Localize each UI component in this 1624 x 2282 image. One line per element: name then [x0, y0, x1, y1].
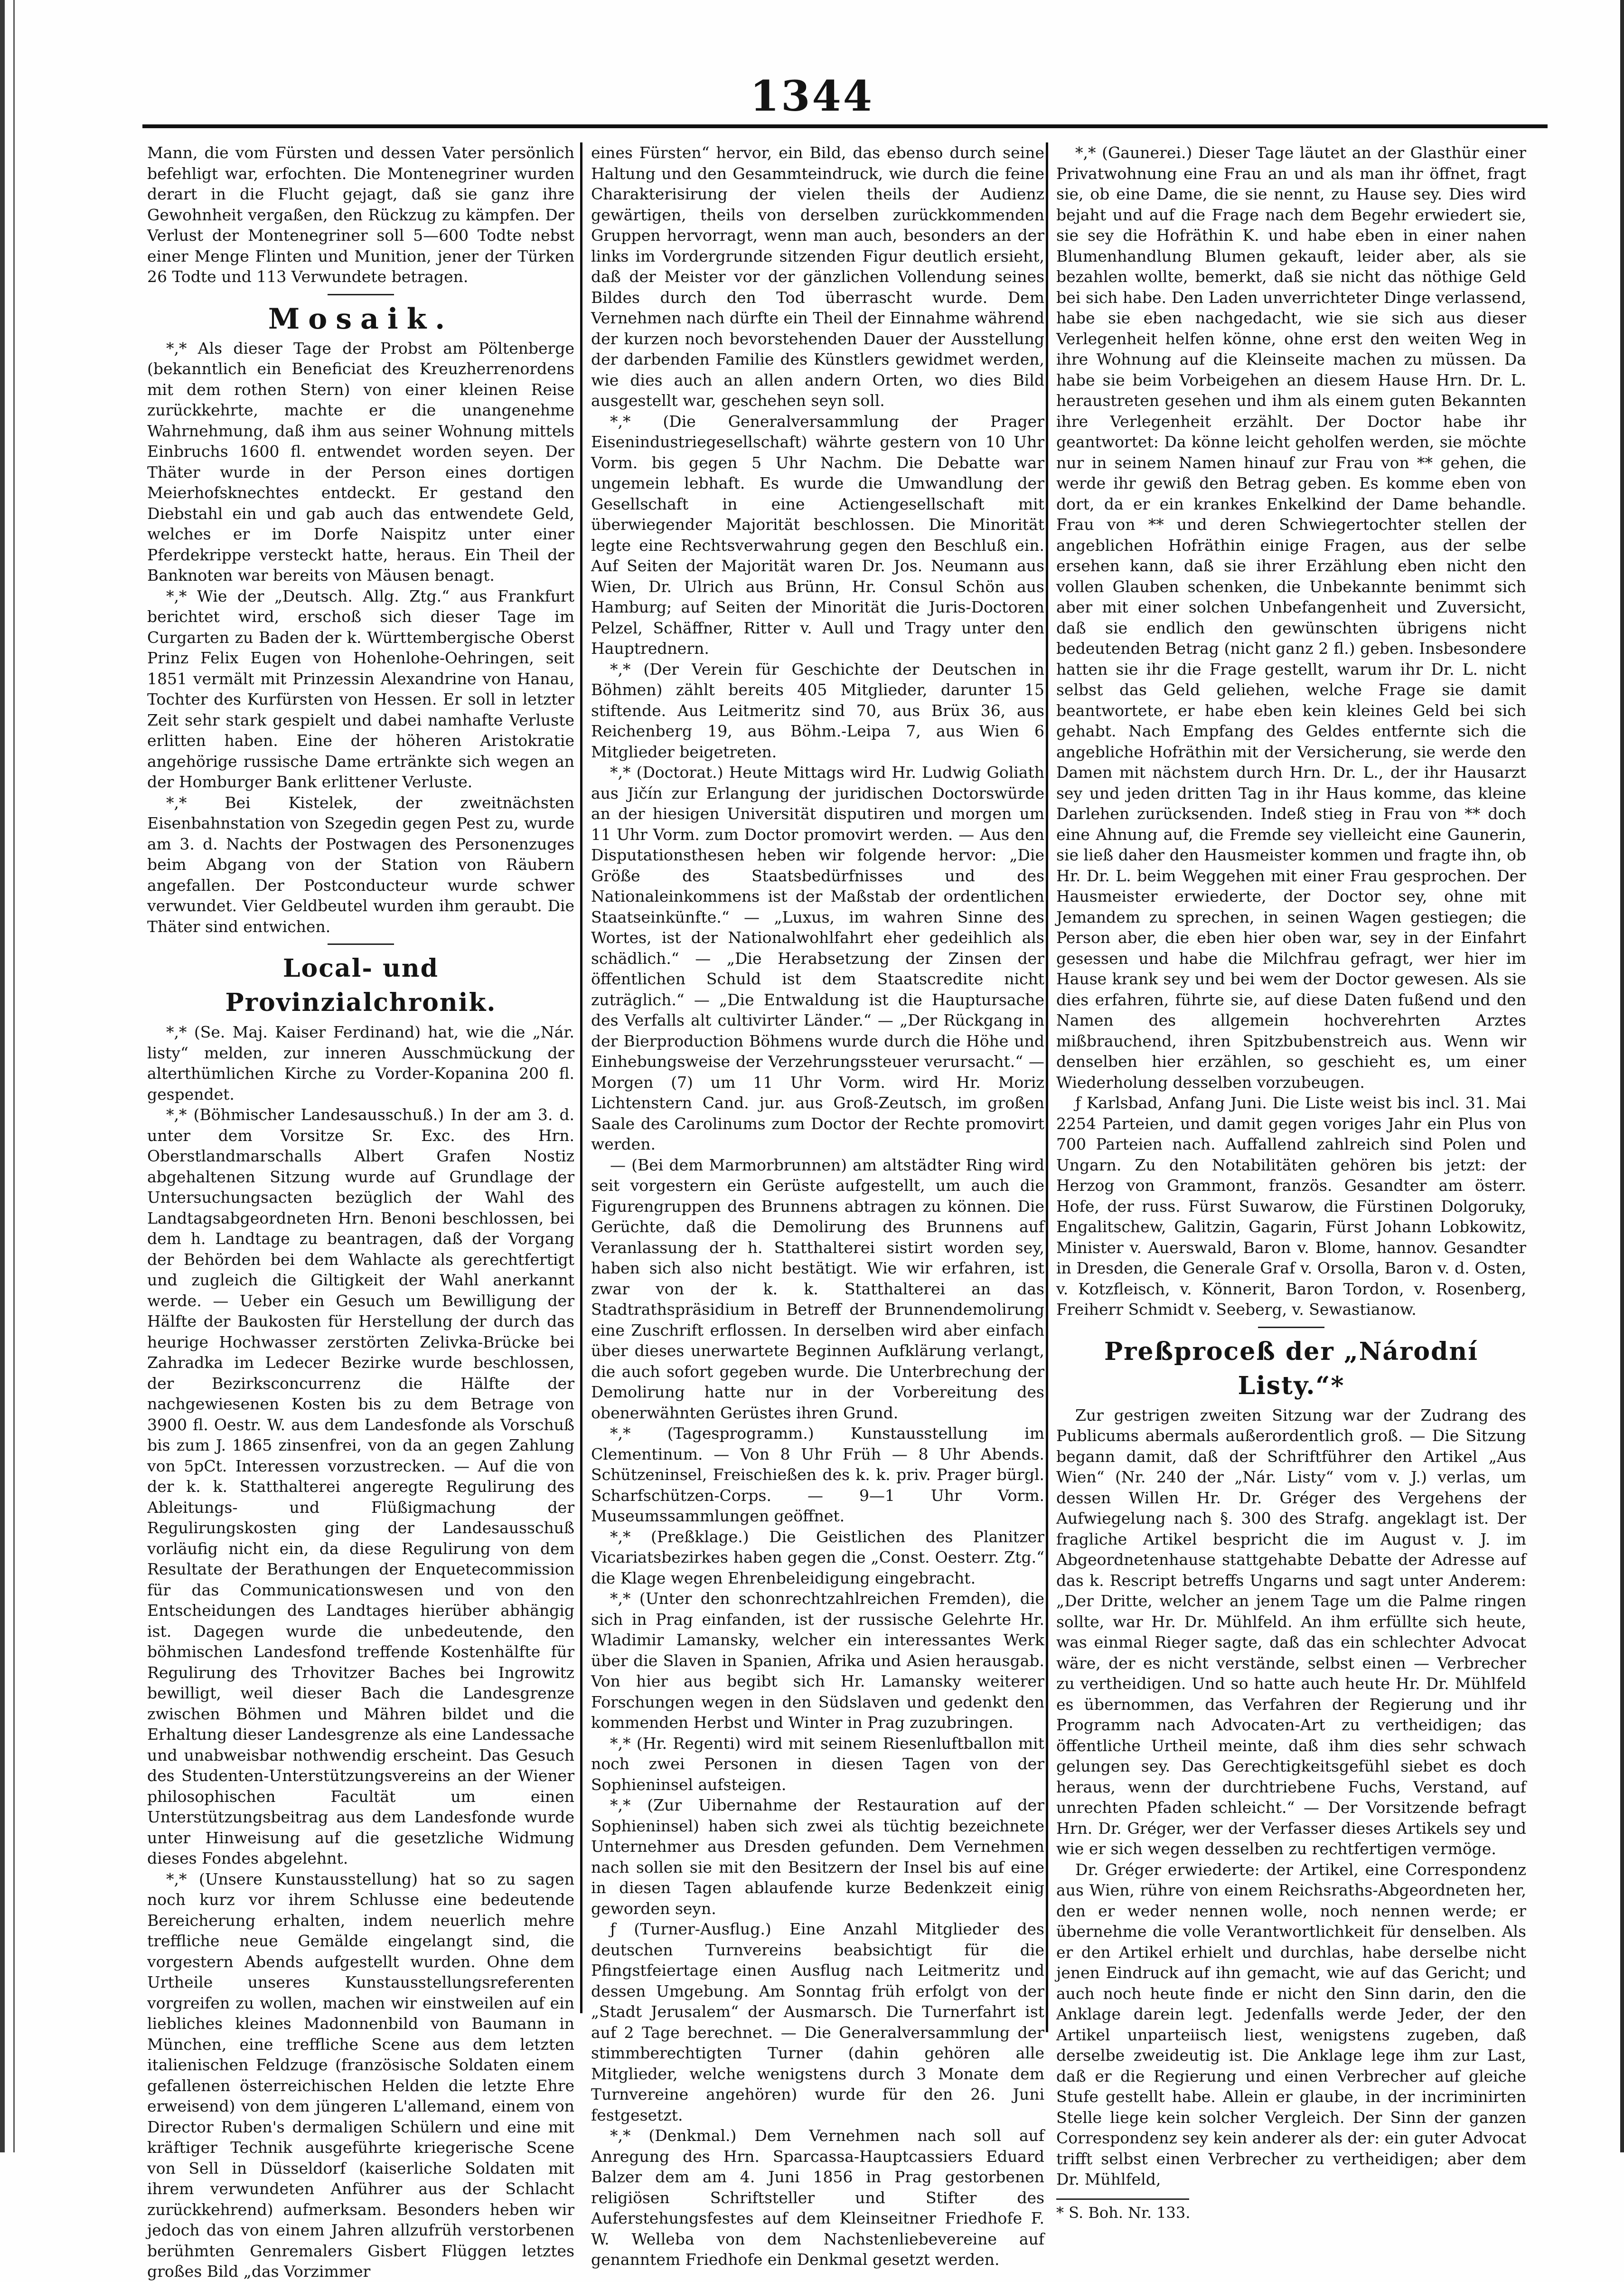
article-paragraph: *,* Wie der „Deutsch. Allg. Ztg.“ aus Frankfurt berichtet wird, erschoß sich dieser Tage im Curgarten zu Baden der k. Württembergische Oberst Prinz Felix Eugen von Hohenlohe-Oehringen, seit 1851 vermält mit Prinzessin Alexandrine von Hanau, Tochter des Kurfürsten von Hessen. Er soll in letzter Zeit sehr stark gespielt und dabei namhafte Verluste erlitten haben. Eine der höheren Aristokratie angehörige russische Dame ertränkte sich wegen an der Homburger Bank erlittener Verluste.	[147, 586, 574, 791]
article-paragraph: *,* (Unsere Kunstausstellung) hat so zu sagen noch kurz vor ihrem Schlusse eine bedeutende Bereicherung erhalten, indem neuerlich mehre treffliche neue Gemälde eingelangt sind, die vorgestern Abends aufgestellt wurden. Ohne dem Urtheile unseres Kunstausstellungsreferenten vorgreifen zu wollen, machen wir einstweilen auf ein liebliches kleines Madonnenbild von Baumann in München, eine treffliche Scene aus dem letzten italienischen Feldzuge (französische Soldaten einem gefallenen österreichischen Helden die letzte Ehre erweisend) von dem jüngeren L'allemand, einem von Director Ruben's dermaligen Schülern und eine mit kräftiger Technik ausgeführte kriegerische Scene von Sell in Düsseldorf (kaiserliche Soldaten mit ihrem verwundeten Anführer aus der Schlacht zurückkehrend) aufmerksam. Besonders heben wir jedoch das von einem Jahren allzufrüh verstorbenen berühmten Genremalers Gisbert Flüggen letztes großes Bild „das Vorzimmer	[147, 1869, 574, 2281]
column-1	[147, 142, 574, 2281]
section-divider	[1258, 1327, 1324, 1328]
article-paragraph: ƒ Karlsbad, Anfang Juni. Die Liste weist bis incl. 31. Mai 2254 Parteien, und damit gegen voriges Jahr ein Plus von 700 Parteien nach. Auffallend zahlreich sind Polen und Ungarn. Zu den Notabilitäten gehören bis jetzt: der Herzog von Grammont, französ. Gesandter am österr. Hofe, der russ. Fürst Suwarow, die Fürstinen Dolgoruky, Engalitschew, Galitzin, Gagarin, Fürst Johann Lobkowitz, Minister v. Auerswald, Baron v. Blome, hannov. Gesandter in Dresden, die Generale Graf v. Orsolla, Baron v. d. Osten, v. Kotzfleisch, v. Könnerit, Baron Tordon, v. Rosenberg, Freiherr Schmidt v. Seeberg, v. Sewastianow.	[1056, 1094, 1526, 1319]
article-paragraph: Dr. Gréger erwiederte: der Artikel, eine Correspondenz aus Wien, rühre von einem Reichsraths-Abgeordneten her, den er weder nennen wolle, noch nennen werde; er übernehme die volle Verantwortlichkeit für denselben. Als er den Artikel erhielt und durchlas, habe derselbe nicht jenen Eindruck auf ihn gemacht, wie auf das Gericht; und auch noch heute finde er nicht den Sinn darin, den die Anklage darein legt. Jedenfalls werde Jeder, der den Artikel unparteiisch liest, wenigstens zugeben, daß derselbe zweideutig ist. Die Anklage lege ihm zur Last, daß er die Regierung und einen Verbrecher auf gleiche Stufe gestellt habe. Allein er glaube, in der incriminirten Stelle liege kein solcher Vergleich. Der Sinn der ganzen Correspondenz sey kein anderer als der: ein guter Advocat trifft selbst einen Verbrecher zu vertheidigen; aber dem Dr. Mühlfeld,	[1056, 1860, 1526, 2188]
page-number: 1344	[750, 71, 874, 121]
column-3	[1056, 142, 1526, 2222]
article-paragraph: *,* (Böhmischer Landesausschuß.) In der am 3. d. unter dem Vorsitze Sr. Exc. des Hrn. Oberstlandmarschalls Albert Grafen Nostiz abgehaltenen Sitzung wurde auf Grundlage der Untersuchungsacten bezüglich der Wahl des Landtagsabgeordneten Hrn. Benoni beschlossen, bei dem h. Landtage zu beantragen, daß der Vorgang der Behörden bei dem Wahlacte als gerechtfertigt und zugleich die Giltigkeit der Wahl anerkannt werde. — Ueber ein Gesuch um Bewilligung der Hälfte der Baukosten für Herstellung der durch das heurige Hochwasser zerstörten Zelivka-Brücke bei Zahradka im Ledecer Bezirke wurde beschlossen, der Bezirksconcurrenz die Hälfte der nachgewiesenen Kosten bis zu dem Betrage von 3900 fl. Oestr. W. aus dem Landesfonde als Vorschuß bis zum J. 1865 zinsenfrei, von da an gegen Zahlung von 5pCt. Interessen vorzustrecken. — Auf die von der k. k. Statthalterei angeregte Regulirung des Ableitungs- und Flüßigmachung der Regulirungskosten ging der Landesausschuß vorläufig nicht ein, da diese Regulirung von dem Resultate der Berathungen der Enquetecommission für das Communicationswesen und von den Entscheidungen des Landtages hierüber abhängig ist. Dagegen wurde die unbedeutende, den böhmischen Landesfond treffende Kostenhälfte für Regulirung des Trhovitzer Baches bei Ingrowitz bewilligt, weil dieser Bach die Landesgrenze zwischen Böhmen und Mähren bildet und die Erhaltung dieser Landesgrenze als eine Landessache und unabweisbar nothwendig erscheint. Das Gesuch des Studenten-Unterstützungsvereins an der Wiener philosophischen Facultät um einen Unterstützungsbeitrag aus dem Landesfonde wurde unter Hinweisung auf die gesetzliche Widmung dieses Fondes abgelehnt.	[147, 1105, 574, 1867]
article-paragraph: *,* (Hr. Regenti) wird mit seinem Riesenluftballon mit noch zwei Personen in diesen Tagen von der Sophieninsel aufsteigen.	[591, 1734, 1044, 1794]
footnote-rule	[1056, 2198, 1189, 2200]
column-rule-1	[580, 142, 582, 2013]
article-paragraph: eines Fürsten“ hervor, ein Bild, das ebenso durch seine Haltung und den Gesammteindruck, wie durch die feine Charakterisirung der vielen theils der Audienz gewärtigen, theils von derselben zurückkommenden Gruppen hervorragt, wenn man auch, besonders an der links im Vordergrunde sitzenden Figur deutlich ersieht, daß der Meister vor der gänzlichen Vollendung seines Bildes durch den Tod überrascht wurde. Dem Vernehmen nach dürfte ein Theil der Einnahme während der kurzen noch bevorstehenden Dauer der Ausstellung der darbenden Familie des Künstlers gewidmet werden, wie dies auch an allen andern Orten, wo dies Bild ausgestellt war, geschehen seyn soll.	[591, 143, 1044, 410]
column-2	[591, 142, 1044, 2269]
article-paragraph: *,* (Zur Uibernahme der Restauration auf der Sophieninsel) haben sich zwei als tüchtig bezeichnete Unternehmer aus Dresden gefunden. Dem Vernehmen nach sollen sie mit den Besitzern der Insel bis auf eine in diesen Tagen ablaufende kurze Bedenkzeit einig geworden seyn.	[591, 1796, 1044, 1918]
section-heading-press-trial: Preßproceß der „Národní Listy.“*	[1104, 1337, 1478, 1400]
footnote: * S. Boh. Nr. 133.	[1056, 2203, 1191, 2222]
header-rule	[142, 124, 1548, 128]
article-paragraph: — (Bei dem Marmorbrunnen) am altstädter Ring wird seit vorgestern ein Gerüste aufgestellt, um auch die Figurengruppen des Brunnens abtragen zu können. Die Gerüchte, daß die Demolirung des Brunnens auf Veranlassung der h. Statthalterei sistirt worden sey, haben sich also nicht bestätigt. Wie wir erfahren, ist zwar von der k. k. Statthalterei an das Stadtrathspräsidium in Betreff der Brunnendemolirung eine Zuschrift erflossen. In derselben wird aber einfach über dieses unerwartete Beginnen Aufklärung verlangt, die auch sofort gegeben wurde. Die Unterbrechung der Demolirung hatte nur in der Vorbereitung des obenerwähnten Gerüstes ihren Grund.	[591, 1155, 1044, 1422]
article-paragraph: *,* (Denkmal.) Dem Vernehmen nach soll auf Anregung des Hrn. Sparcassa-Hauptcassiers Eduard Balzer dem am 4. Juni 1856 in Prag gestorbenen religiösen Schriftsteller und Stifter des Auferstehungsfestes auf dem Kleinseitner Friedhofe F. W. Welleba von dem Nachstenliebevereine auf genanntem Friedhofe ein Denkmal gesetzt werden.	[591, 2126, 1044, 2269]
article-paragraph: *,* (Doctorat.) Heute Mittags wird Hr. Ludwig Goliath aus Jičín zur Erlangung der juridischen Doctorswürde an der hiesigen Universität disputiren und morgen um 11 Uhr Vorm. zum Doctor promovirt werden. — Aus den Disputationsthesen heben wir folgende hervor: „Die Größe des Staatsbedürfnisses und des Nationaleinkommens ist der Maßstab der ordentlichen Staatseinkünfte.“ — „Luxus, im wahren Sinne des Wortes, ist der Nationalwohlfahrt eher gedeihlich als schädlich.“ — „Die Herabsetzung der Zinsen der öffentlichen Schuld ist dem Staatscredite nicht zuträglich.“ — „Die Entwaldung ist die Hauptursache des Verfalls alt cultivirter Länder.“ — „Der Rückgang in der Bierproduction Böhmens wurde durch die Höhe und Einhebungsweise der Verzehrungssteuer verursacht.“ — Morgen (7) um 11 Uhr Vorm. wird Hr. Moriz Lichtenstern Cand. jur. aus Groß-Zeutsch, im großen Saale des Carolinums zum Doctor der Rechte promovirt werden.	[591, 763, 1044, 1153]
article-paragraph: Mann, die vom Fürsten und dessen Vater persönlich befehligt war, erfochten. Die Montenegriner wurden derart in die Flucht gejagt, daß sie ganz ihre Gewohnheit vergaßen, den Rückzug zu kämpfen. Der Verlust der Montenegriner soll 5—600 Todte nebst einer Menge Flinten und Munition, jener der Türken 26 Todte und 113 Verwundete betragen.	[147, 143, 574, 286]
article-paragraph: *,* (Preßklage.) Die Geistlichen des Planitzer Vicariatsbezirkes haben gegen die „Const. Oesterr. Ztg.“ die Klage wegen Ehrenbeleidigung eingebracht.	[591, 1527, 1044, 1587]
article-paragraph: *,* Als dieser Tage der Probst am Pöltenberge (bekanntlich ein Beneficiat des Kreuzherrenordens mit dem rothen Stern) von einer kleinen Reise zurückkehrte, machte er die unangenehme Wahrnehmung, daß ihm aus seiner Wohnung mittels Einbruchs 1600 fl. entwendet worden seyen. Der Thäter wurde in der Person eines dortigen Meierhofsknechtes entdeckt. Er gestand den Diebstahl ein und gab auch das entwendete Geld, welches er im Dorfe Naispitz unter einer Pferdekrippe versteckt hatte, heraus. Ein Theil der Banknoten war bereits von Mäusen benagt.	[147, 339, 574, 585]
scan-edge-right	[1610, 0, 1624, 2152]
article-paragraph: *,* (Die Generalversammlung der Prager Eisenindustriegesellschaft) währte gestern von 10 Uhr Vorm. bis gegen 5 Uhr Nachm. Die Debatte war ungemein lebhaft. Es wurde die Umwandlung der Gesellschaft in eine Actiengesellschaft mit überwiegender Majorität beschlossen. Die Minorität legte eine Rechtsverwahrung gegen den Beschluß ein. Auf Seiten der Majorität waren Dr. Jos. Neumann aus Wien, Dr. Ulrich aus Brünn, Hr. Consul Schön aus Hamburg; auf Seiten der Minorität die Juris-Doctoren Pelzel, Schäffner, Ritter v. Aull und Tragy unter den Hauptrednern.	[591, 412, 1044, 658]
article-paragraph: *,* (Se. Maj. Kaiser Ferdinand) hat, wie die „Nár. listy“ melden, zur inneren Ausschmückung der alterthümlichen Kirche zu Vorder-Kopanina 200 fl. gespendet.	[147, 1023, 574, 1103]
article-paragraph: *,* (Der Verein für Geschichte der Deutschen in Böhmen) zählt bereits 405 Mitglieder, darunter 15 stiftende. Aus Leitmeritz sind 70, aus Brüx 36, aus Reichenberg 19, aus Böhm.-Leipa 7, aus Wien 6 Mitglieder beigetreten.	[591, 660, 1044, 761]
article-paragraph: ƒ (Turner-Ausflug.) Eine Anzahl Mitglieder des deutschen Turnvereins beabsichtigt für die Pfingstfeiertage einen Ausflug nach Leitmeritz und dessen Umgebung. Am Sonntag früh erfolgt von der „Stadt Jerusalem“ der Ausmarsch. Die Turnerfahrt ist auf 2 Tage berechnet. — Die Generalversammlung der stimmberechtigten Turner (dahin gehören alle Mitglieder, welche wenigstens durch 3 Monate dem Turnvereine angehören) wurde für den 26. Juni festgesetzt.	[591, 1920, 1044, 2124]
section-divider	[328, 294, 394, 295]
section-divider	[328, 943, 394, 945]
section-heading-mosaik: Mosaik.	[268, 302, 454, 336]
scan-edge-left	[0, 0, 24, 2152]
article-paragraph: *,* (Tagesprogramm.) Kunstausstellung im Clementinum. — Von 8 Uhr Früh — 8 Uhr Abends. Schützeninsel, Freischießen des k. k. priv. Prager bürgl. Scharfschützen-Corps. — 9—1 Uhr Vorm. Museumssammlungen geöffnet.	[591, 1424, 1044, 1525]
section-heading-local-chronicle: Local- und Provinzialchronik.	[225, 954, 497, 1017]
article-paragraph: *,* Bei Kistelek, der zweitnächsten Eisenbahnstation von Szegedin gegen Pest zu, wurde am 3. d. Nachts der Postwagen des Personenzuges beim Abgang von der Station von Räubern angefallen. Der Postconducteur wurde schwer verwundet. Vier Geldbeutel wurden ihm geraubt. Die Thäter sind entwichen.	[147, 793, 574, 936]
article-paragraph: Zur gestrigen zweiten Sitzung war der Zudrang des Publicums abermals außerordentlich groß. — Die Sitzung begann damit, daß der Schriftführer den Artikel „Aus Wien“ (Nr. 240 der „Nár. Listy“ vom v. J.) verlas, um dessen Willen Hr. Dr. Gréger des Vergehens der Aufwiegelung nach §. 300 des Strafg. angeklagt ist. Der fragliche Artikel bespricht die im August v. J. im Abgeordnetenhause stattgehabte Debatte der Adresse auf das k. Rescript betreffs Ungarns und sagt unter Anderem: „Der Dritte, welcher an jenem Tage um die Palme ringen sollte, war Hr. Dr. Mühlfeld. An ihm erfüllte sich heute, was einmal Rieger sagte, daß das ein schlechter Advocat wäre, der es nicht verstände, selbst einen — Verbrecher zu vertheidigen. Und so hatte auch heute Hr. Dr. Mühlfeld es übernommen, das Verfahren der Regierung und ihr Programm nach Advocaten-Art zu vertheidigen; das öffentliche Urtheil meinte, daß ihm dies sehr schwach gelungen sey. Das Gerechtigkeitsgefühl siebet es doch heraus, wenn der durchtriebene Fuchs, Verstand, auf unrechten Pfaden schleicht.“ — Der Vorsitzende befragt Hrn. Dr. Gréger, wer der Verfasser dieses Artikels sey und wie er sich wegen desselben zu rechtfertigen vermöge.	[1056, 1405, 1526, 1858]
column-rule-2	[1046, 142, 1048, 2032]
article-paragraph: *,* (Gaunerei.) Dieser Tage läutet an der Glasthür einer Privatwohnung eine Frau an und als man ihr öffnet, fragt sie, ob eine Dame, die sie nennt, zu Hause sey. Dies wird bejaht und auf die Frage nach dem Begehr erwiedert sie, sie sey die Hofräthin K. und habe eben in einer nahen Blumenhandlung Blumen gekauft, leider aber, als sie bezahlen wollte, bemerkt, daß sie nicht das nöthige Geld bei sich habe. Den Laden unverrichteter Dinge verlassend, habe sie eben nachgedacht, wie sie sich aus dieser Verlegenheit helfen könne, ohne erst den weiten Weg in ihre Wohnung auf die Kleinseite machen zu müssen. Da habe sie beim Vorbeigehen an diesem Hause Hrn. Dr. L. heraustreten gesehen und ihm als einem guten Bekannten ihre Verlegenheit erzählt. Der Doctor habe ihr geantwortet: Da könne leicht geholfen werden, sie möchte nur in seinem Namen hinauf zur Frau von ** gehen, die werde ihr gewiß den Betrag geben. Es komme eben von dort, da er ein krankes Enkelkind der Dame behandle. Frau von ** und deren Schwiegertochter stellen der angeblichen Hofräthin einige Fragen, aus der selbe ersehen kann, daß sie ihrer Erzählung eben nicht den vollen Glauben schenken, die Unbekannte benimmt sich aber mit einer solchen Unbefangenheit und Zuversicht, daß sie endlich den gewünschten übrigens nicht bedeutenden Betrag (nicht ganz 2 fl.) geben. Insbesondere hatten sie ihr die Frage gestellt, warum ihr Dr. L. nicht selbst das Geld geliehen, welche Frage sie damit beantwortete, er habe eben kein kleines Geld bei sich gehabt. Nach Empfang des Geldes entfernte sich die angebliche Hofräthin mit der Versicherung, sie werde den Damen mit nächstem durch Hrn. Dr. L., der ihr Hausarzt sey und jeden dritten Tag in ihr Haus komme, das kleine Darlehen zurücksenden. Indeß stieg in Frau von ** doch eine Ahnung auf, die Fremde sey vielleicht eine Gaunerin, sie ließ daher den Hausmeister kommen und fragte ihn, ob Hr. Dr. L. beim Weggehen mit einer Frau gesprochen. Der Hausmeister erwiederte, der Doctor sey, ohne mit Jemandem zu sprechen, in seinen Wagen gestiegen; die Person aber, die eben hier oben war, sey in der Einfahrt gesessen und habe die Milchfrau gefragt, wer hier im Hause krank sey und bei wem der Doctor gewesen. Als sie dies erfahren, führte sie, auf diese Daten fußend und den Namen des allgemein hochverehrten Arztes mißbrauchend, ihren Spitzbubenstreich aus. Wenn wir denselben hier erzählen, so geschieht es, um einer Wiederholung desselben vorzubeugen.	[1056, 143, 1526, 1092]
article-paragraph: *,* (Unter den schonrechtzahlreichen Fremden), die sich in Prag einfanden, ist der russische Gelehrte Hr. Wladimir Lamansky, welcher ein interessantes Werk über die Slaven in Spanien, Afrika und Asien herausgab. Von hier aus begibt sich Hr. Lamansky weiterer Forschungen wegen in den Südslaven und gedenkt den kommenden Herbst und Winter in Prag zuzubringen.	[591, 1589, 1044, 1732]
